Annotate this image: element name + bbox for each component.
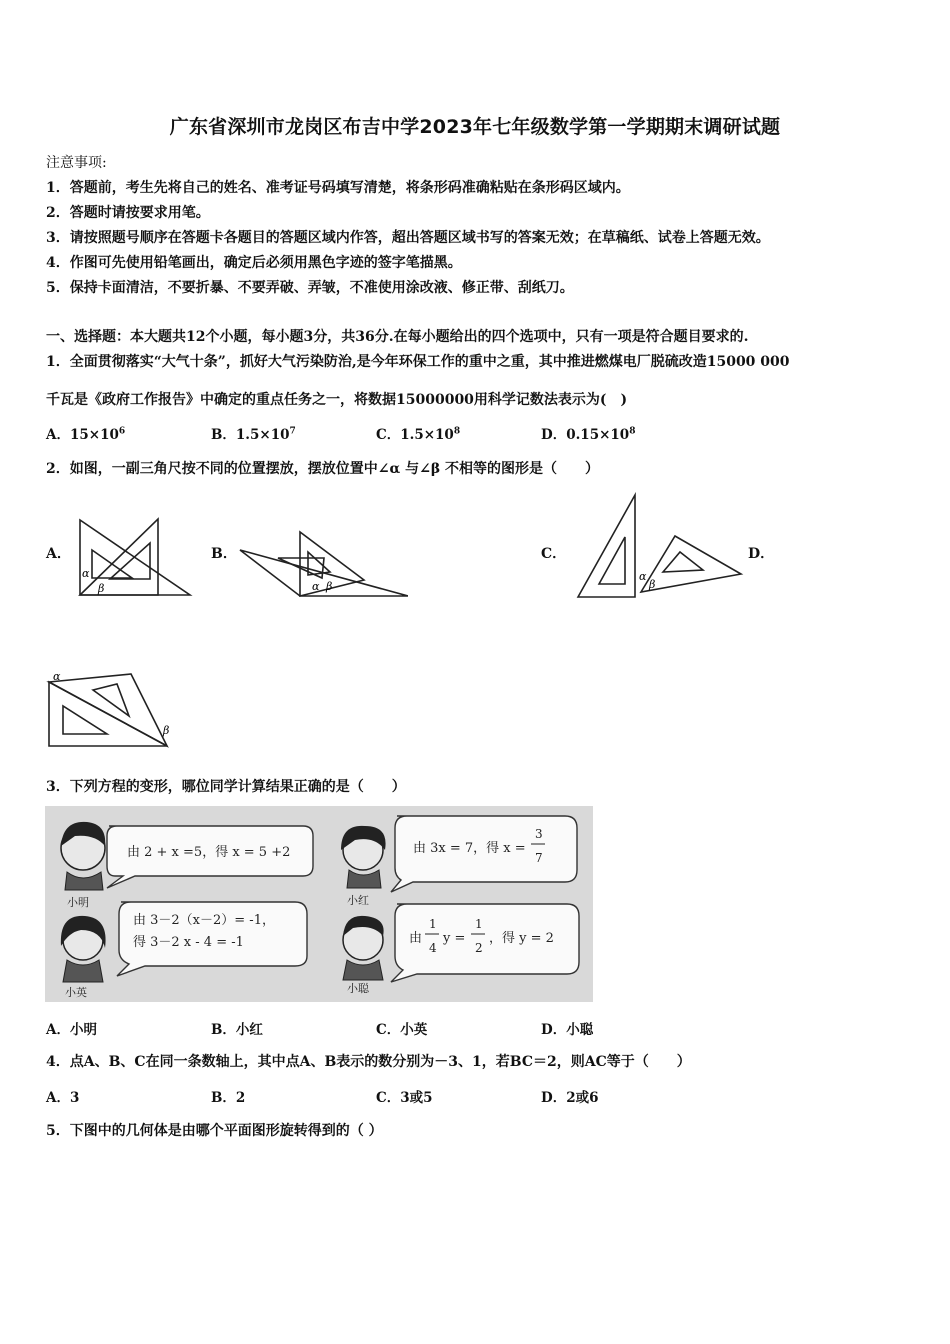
q3-text: 3．下列方程的变形，哪位同学计算结果正确的是（ ）	[46, 779, 406, 795]
bubble-xiaocong-n1: 1	[429, 917, 437, 931]
q5-text: 5．下图中的几何体是由哪个平面图形旋转得到的（ ）	[46, 1123, 383, 1139]
notice-item-2: 2．答题时请按要求用笔。	[46, 205, 210, 221]
q2-figure-a	[70, 515, 195, 600]
name-xiaoying: 小英	[65, 986, 87, 999]
name-xiaoming: 小明	[67, 896, 89, 909]
q3-cartoon-image	[45, 806, 593, 1002]
q1-option-b: B．$1.5\times 10^7$	[211, 426, 296, 443]
q2-a-alpha: α	[82, 567, 90, 580]
q2-d-beta: β	[163, 724, 170, 737]
bubble-xiaohong-text: 由 3x = 7，得 x =	[413, 841, 526, 856]
bubble-xiaocong-n2: 1	[475, 917, 483, 931]
xiaocong-figure	[343, 916, 384, 995]
q2-figure-d	[45, 668, 175, 752]
section-heading: 一、选择题：本大题共12个小题，每小题3分，共36分.在每小题给出的四个选项中，只有一项是符合题目要求的.	[46, 329, 749, 345]
xiaoying-figure	[61, 916, 106, 999]
q2-b-alpha: α	[312, 580, 320, 593]
notice-item-1: 1．答题前，考生先将自己的姓名、准考证号码填写清楚，将条形码准确粘贴在条形码区域内。	[46, 180, 630, 196]
q1-option-d: D．$0.15\times 10^8$	[541, 426, 636, 443]
q3-option-b: B．小红	[211, 1022, 263, 1038]
bubble-xiaocong-prefix: 由	[409, 931, 423, 946]
q2-text: 2．如图，一副三角尺按不同的位置摆放，摆放位置中∠α 与∠β 不相等的图形是（ ）	[46, 461, 600, 477]
bubble-xiaocong-suffix: ，得 y = 2	[489, 931, 554, 946]
q1-option-c: C．$1.5\times 10^8$	[376, 426, 461, 443]
bubble-xiaocong-d1: 4	[429, 941, 437, 955]
q1-line2: 千瓦是《政府工作报告》中确定的重点任务之一，将数据15000000用科学记数法表示为( )	[46, 392, 628, 408]
q2-c-beta: β	[649, 578, 656, 591]
bubble-xiaoying-1: 由 3－2（x－2）= -1，	[133, 913, 275, 928]
q2-a-beta: β	[98, 582, 105, 595]
bubble-xiaoming: 由 2 + x =5，得 x = 5 +2	[127, 845, 291, 860]
name-xiaohong: 小红	[347, 894, 369, 907]
notice-item-4: 4．作图可先使用铅笔画出，确定后必须用黑色字迹的签字笔描黑。	[46, 255, 462, 271]
q2-figure-c	[575, 492, 745, 602]
q3-option-d: D．小聪	[541, 1022, 594, 1038]
xiaoming-figure	[61, 822, 105, 909]
bubble-xiaocong-d2: 2	[475, 941, 483, 955]
notice-item-3: 3．请按照题号顺序在答题卡各题目的答题区域内作答，超出答题区域书写的答案无效；在草稿纸、试卷上答题无效。	[46, 230, 770, 246]
q4-text: 4．点A、B、C在同一条数轴上，其中点A、B表示的数分别为－3、1，若BC＝2，则AC等于（ ）	[46, 1054, 691, 1070]
q2-label-b: B．	[211, 546, 237, 562]
q2-d-alpha: α	[53, 670, 61, 683]
bubble-xiaohong-num: 3	[535, 827, 543, 841]
page-title: 广东省深圳市龙岗区布吉中学2023年七年级数学第一学期期末调研试题	[169, 116, 781, 138]
q4-option-c: C．3或5	[376, 1090, 433, 1106]
bubble-xiaoying-2: 得 3－2 x - 4 = -1	[133, 935, 244, 950]
q1-option-a: A．$15\times 10^6$	[46, 426, 126, 443]
xiaohong-figure	[341, 826, 386, 907]
q2-label-c: C．	[541, 546, 567, 562]
q3-option-a: A．小明	[46, 1022, 97, 1038]
q2-figure-b	[238, 530, 408, 600]
name-xiaocong: 小聪	[347, 982, 369, 995]
notice-heading: 注意事项:	[46, 155, 107, 171]
q1-line1: 1．全面贯彻落实“大气十条”，抓好大气污染防治,是今年环保工作的重中之重，其中推进燃煤电厂脱硫改造15000 000	[46, 354, 790, 370]
q3-option-c: C．小英	[376, 1022, 428, 1038]
notice-item-5: 5．保持卡面清洁，不要折暴、不要弄破、弄皱，不准使用涂改液、修正带、刮纸刀。	[46, 280, 574, 296]
bubble-xiaohong-den: 7	[535, 851, 543, 865]
q4-option-b: B．2	[211, 1090, 246, 1106]
bubble-xiaocong-mid: y =	[443, 931, 466, 946]
q4-option-a: A．3	[46, 1090, 80, 1106]
q2-c-alpha: α	[639, 570, 647, 583]
q2-label-a: A．	[46, 546, 71, 562]
q2-label-d: D．	[748, 546, 775, 562]
q2-b-beta: β	[326, 580, 333, 593]
q4-option-d: D．2或6	[541, 1090, 599, 1106]
